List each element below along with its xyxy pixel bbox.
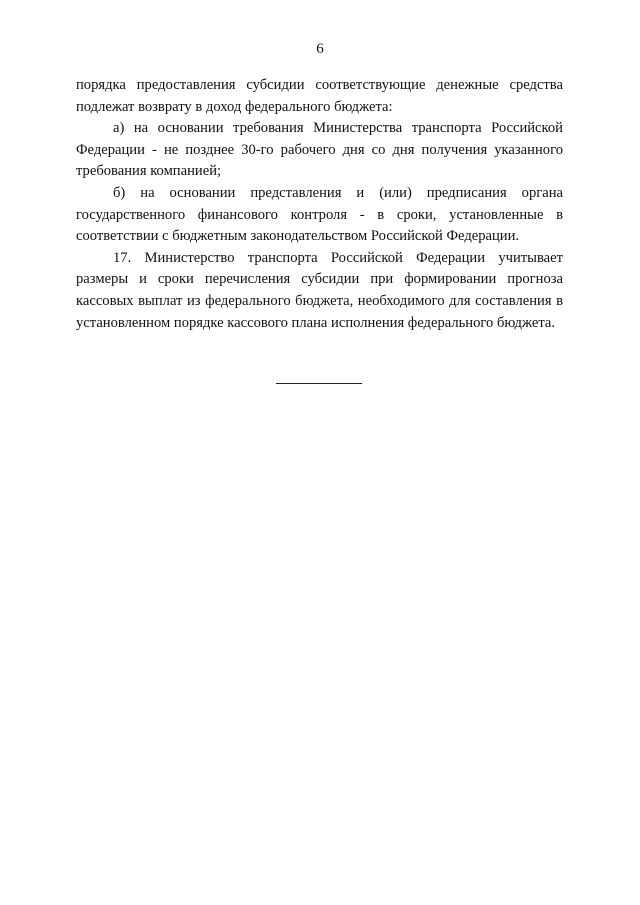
paragraph-17: 17. Министерство транспорта Российской Федерации учитывает размеры и сроки перечисления субсидии при формировании прогноза кассовых выплат из федерального бюджета, необходимого для составления в установленном порядке кассового плана исполнения федерального бюджета.: [76, 249, 563, 331]
document-body: [76, 75, 563, 334]
paragraph-item-b: б) на основании представления и (или) предписания органа государственного финансового контроля - в сроки, установленные в соответствии с бюджетным законодательством Российской Федерации.: [76, 184, 563, 245]
paragraph-item-a: а) на основании требования Министерства транспорта Российской Федерации - не позднее 30-го рабочего дня со дня получения указанного требования компанией;: [76, 120, 563, 180]
end-separator-line: [276, 383, 362, 384]
page-number: 6: [316, 41, 324, 57]
paragraph-continuation: порядка предоставления субсидии соответствующие денежные средства подлежат возврату в доход федерального бюджета:: [76, 77, 563, 115]
